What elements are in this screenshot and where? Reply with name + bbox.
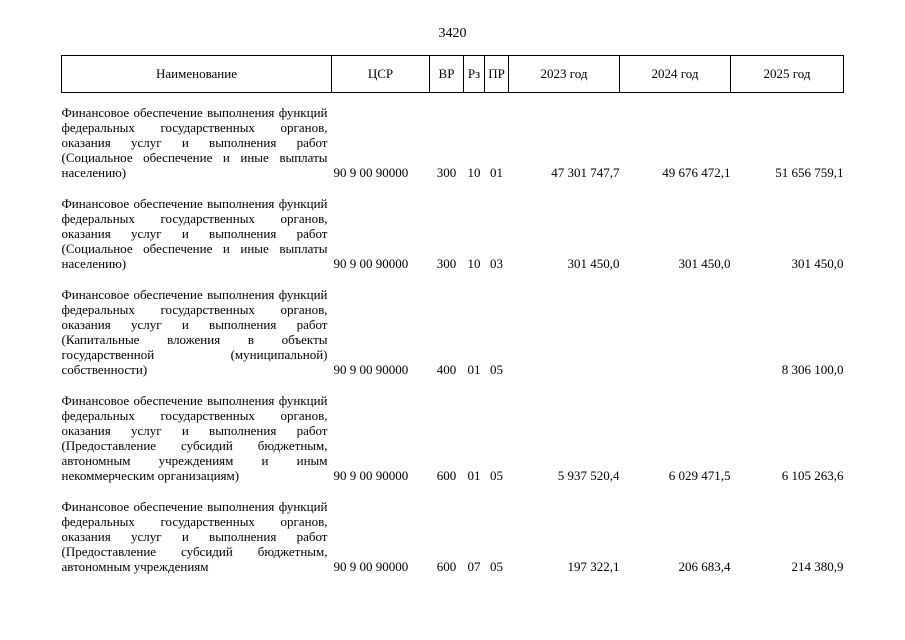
row-2023: 301 450,0 xyxy=(567,256,620,271)
row-2024: 301 450,0 xyxy=(678,256,731,271)
row-name: Финансовое обеспечение выполнения функций федеральных государственных органов, оказания услуг и выполнения работ (Социальное обеспечение и иные выплаты населению) xyxy=(61,105,328,180)
row-csr: 90 9 00 90000 xyxy=(333,559,409,574)
row-pr: 03 xyxy=(490,256,503,271)
table-row xyxy=(62,93,844,185)
row-2025: 214 380,9 xyxy=(791,559,844,574)
header-name: Наименование xyxy=(62,56,332,93)
row-2025: 51 656 759,1 xyxy=(775,165,844,180)
header-2025: 2025 год xyxy=(731,56,844,93)
row-name: Финансовое обеспечение выполнения функций федеральных государственных органов, оказания услуг и выполнения работ (Капитальные вложения в объекты государственной (муниципальной) собственности) xyxy=(61,287,328,377)
row-pr: 05 xyxy=(490,362,503,377)
row-2024: 6 029 471,5 xyxy=(668,468,731,483)
row-rz: 01 xyxy=(467,362,481,377)
row-2023 xyxy=(509,275,620,381)
row-csr: 90 9 00 90000 xyxy=(333,362,409,377)
row-rz: 07 xyxy=(467,559,481,574)
header-csr: ЦСР xyxy=(332,56,430,93)
page-number: 3420 xyxy=(438,26,467,41)
table-header-row xyxy=(62,56,844,93)
row-csr: 90 9 00 90000 xyxy=(333,256,409,271)
row-vr: 400 xyxy=(436,362,457,377)
row-name: Финансовое обеспечение выполнения функций федеральных государственных органов, оказания услуг и выполнения работ (Предоставление субсидий бюджетным, автономным учреждениям xyxy=(61,499,328,574)
table-row xyxy=(62,275,844,381)
row-pr: 05 xyxy=(490,559,503,574)
row-csr: 90 9 00 90000 xyxy=(333,468,409,483)
row-2025: 8 306 100,0 xyxy=(781,362,844,377)
row-2025: 6 105 263,6 xyxy=(781,468,844,483)
budget-table xyxy=(61,55,844,574)
row-2024 xyxy=(620,275,731,381)
row-vr: 300 xyxy=(436,165,457,180)
row-rz: 01 xyxy=(467,468,481,483)
row-vr: 300 xyxy=(436,256,457,271)
row-rz: 10 xyxy=(467,165,481,180)
row-rz: 10 xyxy=(467,256,481,271)
row-2023: 5 937 520,4 xyxy=(557,468,620,483)
row-vr: 600 xyxy=(436,559,457,574)
row-csr: 90 9 00 90000 xyxy=(333,165,409,180)
row-vr: 600 xyxy=(436,468,457,483)
row-name: Финансовое обеспечение выполнения функций федеральных государственных органов, оказания услуг и выполнения работ (Предоставление субсидий бюджетным, автономным учреждениям и иным некоммерческим организациям) xyxy=(61,393,328,483)
table-row xyxy=(62,487,844,574)
header-vr: ВР xyxy=(430,56,464,93)
header-pr: ПР xyxy=(485,56,509,93)
row-pr: 05 xyxy=(490,468,503,483)
table-row xyxy=(62,381,844,487)
row-2025: 301 450,0 xyxy=(791,256,844,271)
header-2023: 2023 год xyxy=(509,56,620,93)
table-row xyxy=(62,184,844,275)
header-rz: Рз xyxy=(464,56,485,93)
row-2024: 49 676 472,1 xyxy=(662,165,731,180)
row-2023: 197 322,1 xyxy=(567,559,620,574)
row-2024: 206 683,4 xyxy=(678,559,731,574)
row-pr: 01 xyxy=(490,165,503,180)
row-2023: 47 301 747,7 xyxy=(551,165,620,180)
row-name: Финансовое обеспечение выполнения функций федеральных государственных органов, оказания услуг и выполнения работ (Социальное обеспечение и иные выплаты населению) xyxy=(61,196,328,271)
budget-table-container xyxy=(61,55,843,574)
header-2024: 2024 год xyxy=(620,56,731,93)
